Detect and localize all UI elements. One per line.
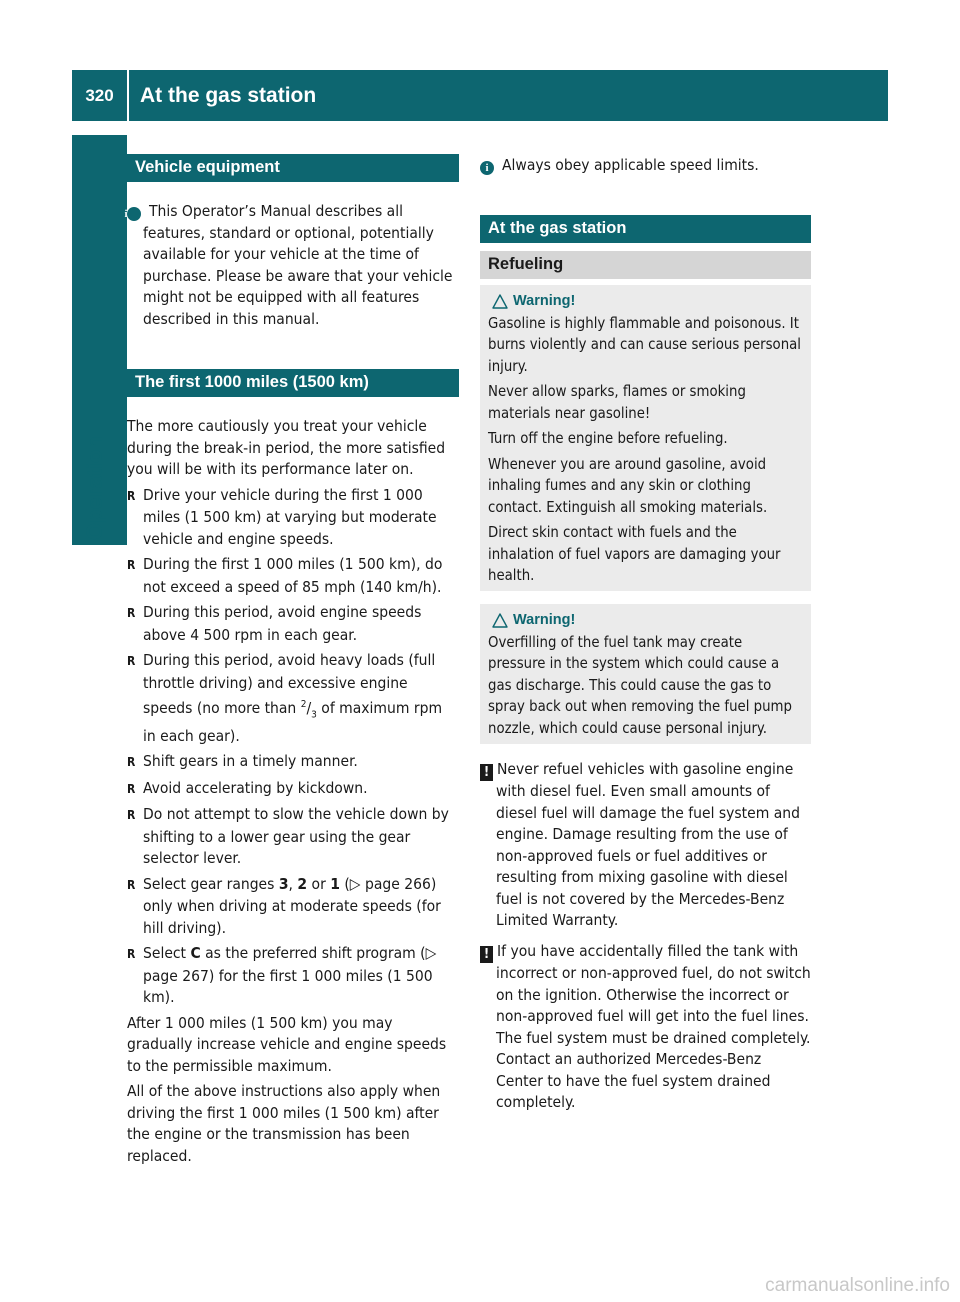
after-replacement-text: All of the above instructions also apply when driving the first 1 000 miles (1 500 km) after the engine or the transmission has been replaced.	[127, 1082, 441, 1165]
speed-limit-text: Always obey applicable speed limits.	[502, 156, 759, 174]
notice-wrong-fuel: ! If you have accidentally filled the tank with incorrect or non-approved fuel, do not switch on the ignition. Otherwise the incorrect or non-approved fuel will get into the fuel lines. The fuel system must be drained completely. Contact an authorized Mercedes-Benz Center to have the fuel system drained completely.	[480, 941, 811, 1114]
heading-at-the-gas-station: At the gas station	[480, 215, 811, 243]
notice-diesel: ! Never refuel vehicles with gasoline engine with diesel fuel. Even small amounts of diesel fuel will damage the fuel system and engine. Damage resulting from the use of non-approved fuels or fuel additives or resulting from mixing gasoline with diesel fuel is not covered by the Mercedes-Benz Limited Warranty.	[480, 759, 811, 932]
warning-paragraph: Overfilling of the fuel tank may create pressure in the system which could cause a gas discharge. This could cause the gas to spray back out when removing the fuel pump nozzle, which could cause personal injury.	[488, 633, 792, 737]
warning-box-overfilling	[480, 604, 811, 744]
info-icon: i	[127, 207, 141, 221]
warning-box-flammable	[480, 285, 811, 591]
first-miles-intro: The more cautiously you treat your vehicle during the break-in period, the more satisfied you will be with its performance later on.	[127, 417, 446, 478]
list-item: R During this period, avoid engine speeds above 4 500 rpm in each gear.	[127, 603, 422, 644]
warning-triangle-icon	[492, 294, 508, 309]
warning-title: Warning!	[488, 610, 803, 632]
list-item: R Drive your vehicle during the first 1 000 miles (1 500 km) at varying but moderate vehicle and engine speeds.	[127, 485, 437, 548]
list-item: R Do not attempt to slow the vehicle down by shifting to a lower gear using the gear selector lever.	[127, 805, 449, 868]
watermark: carmanualsonline.info	[765, 1274, 950, 1296]
warning-paragraph: Whenever you are around gasoline, avoid inhaling fumes and any skin or clothing contact. Extinguish all smoking materials.	[488, 455, 768, 516]
exclamation-icon: !	[480, 764, 493, 781]
list-item: R During this period, avoid heavy loads (full throttle driving) and excessive engine speeds (no more than $^2/_3$ of maximum rpm in each gear).	[127, 651, 443, 745]
info-icon: i	[480, 161, 494, 175]
warning-triangle-icon	[492, 613, 508, 628]
page-number: 320	[72, 70, 129, 121]
fraction-numerator: 2	[300, 699, 307, 710]
fraction-denominator: 3	[311, 709, 317, 721]
list-item: R Shift gears in a timely manner.	[127, 752, 358, 771]
list-item: R Select gear ranges 3, 2 or 1 (▷ page 266) only when driving at moderate speeds (for hill driving).	[127, 874, 441, 937]
heading-first-miles: The first 1000 miles (1500 km)	[127, 369, 459, 397]
speed-limit-info	[480, 155, 811, 181]
warning-paragraph: Direct skin contact with fuels and the inhalation of fuel vapors are damaging your health.	[488, 524, 781, 584]
warning-paragraph: Gasoline is highly flammable and poisonous. It burns violently and can cause serious personal injury.	[488, 314, 801, 375]
warning-title: Warning!	[488, 291, 803, 313]
warning-paragraph: Turn off the engine before refueling.	[488, 430, 728, 447]
warning-paragraph: Never allow sparks, flames or smoking materials near gasoline!	[488, 383, 746, 422]
vehicle-equipment-text: This Operator’s Manual describes all features, standard or optional, potentially available for your vehicle at the time of purchase. Please be aware that your vehicle might not be equipped with all features described in this manual.	[143, 202, 453, 328]
list-item: R Select C as the preferred shift program (▷ page 267) for the first 1 000 miles (1 500 km).	[127, 944, 437, 1007]
side-tab-label: Operation	[82, 436, 107, 540]
heading-refueling: Refueling	[480, 251, 811, 279]
exclamation-icon: !	[480, 946, 493, 963]
vehicle-equipment-info	[124, 201, 459, 334]
page-title: At the gas station	[140, 83, 317, 107]
first-miles-body	[127, 416, 459, 1171]
after-break-in-text: After 1 000 miles (1 500 km) you may gradually increase vehicle and engine speeds to the permissible maximum.	[127, 1013, 447, 1075]
page-header	[72, 70, 888, 121]
list-item: R During the first 1 000 miles (1 500 km), do not exceed a speed of 85 mph (140 km/h).	[127, 555, 443, 596]
heading-vehicle-equipment: Vehicle equipment	[127, 154, 459, 182]
list-item: R Avoid accelerating by kickdown.	[127, 778, 368, 797]
